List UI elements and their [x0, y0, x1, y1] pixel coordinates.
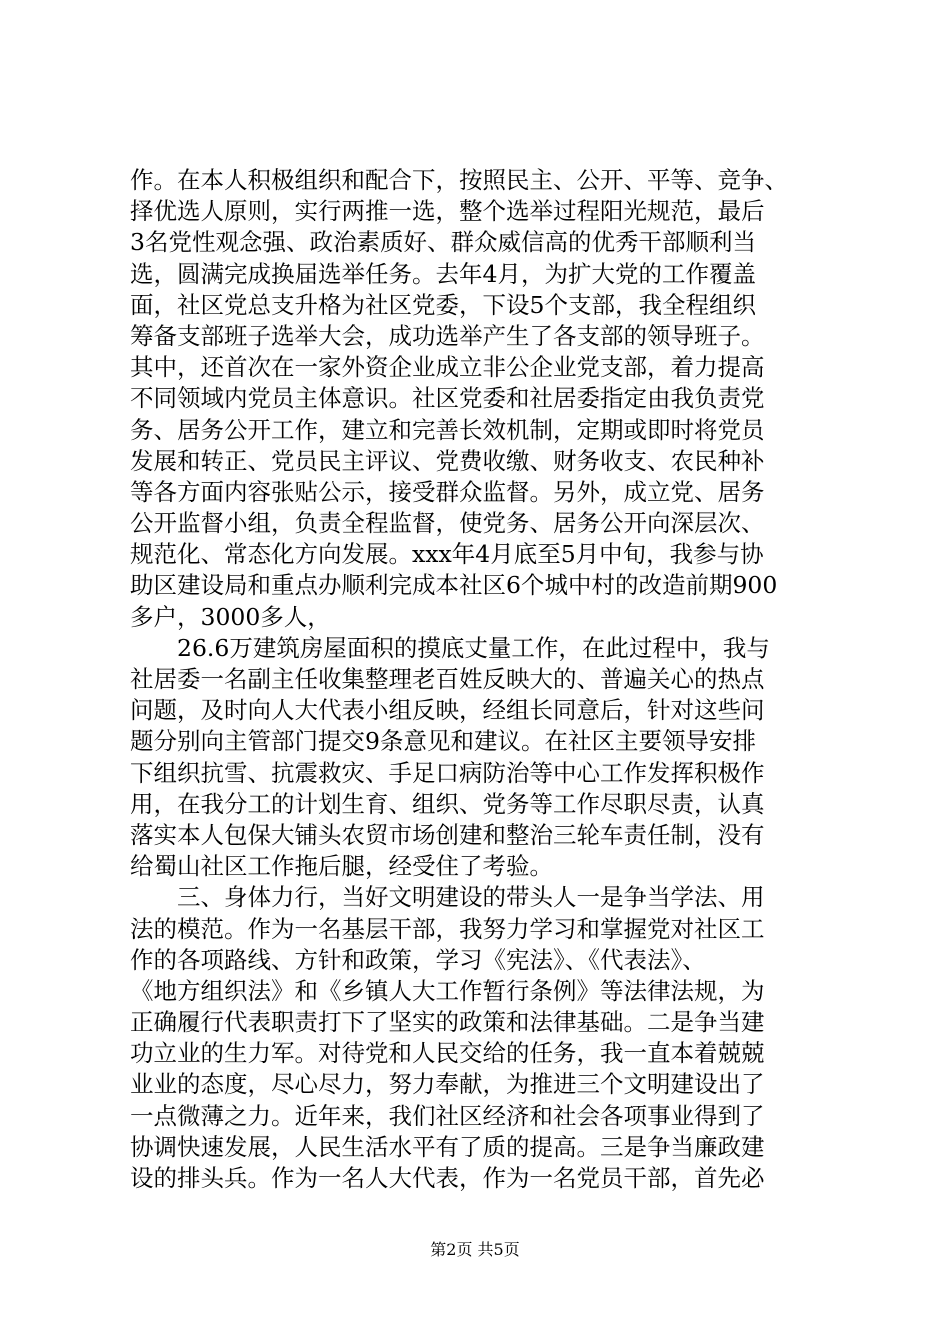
text-line: 正确履行代表职责打下了坚实的政策和法律基础。二是争当建 — [130, 1008, 765, 1037]
text-line: 用，在我分工的计划生育、组织、党务等工作尽职尽责，认真 — [130, 789, 765, 818]
text-line: 筹备支部班子选举大会，成功选举产生了各支部的领导班子。 — [130, 321, 765, 350]
text-line: 不同领域内党员主体意识。社区党委和社居委指定由我负责党 — [130, 384, 765, 413]
text-line: 协调快速发展，人民生活水平有了质的提高。三是争当廉政建 — [130, 1132, 765, 1161]
text-line: 发展和转正、党员民主评议、党费收缴、财务收支、农民种补 — [130, 446, 765, 475]
text-line: 选，圆满完成换届选举任务。去年4月，为扩大党的工作覆盖 — [130, 259, 756, 288]
text-line: 多户，3000多人， — [130, 602, 331, 631]
text-line: 助区建设局和重点办顺利完成本社区6个城中村的改造前期900 — [130, 571, 778, 600]
text-line: 社居委一名副主任收集整理老百姓反映大的、普遍关心的热点 — [130, 665, 765, 693]
text-line: 题分别向主管部门提交9条意见和建议。在社区主要领导安排 — [130, 727, 756, 756]
text-line: 问题，及时向人大代表小组反映，经组长同意后，针对这些问 — [130, 696, 765, 725]
page-footer: 第2页 共5页 — [430, 1240, 520, 1259]
text-line: 一点微薄之力。近年来，我们社区经济和社会各项事业得到了 — [130, 1101, 765, 1130]
text-line: 法的模范。作为一名基层干部，我努力学习和掌握党对社区工 — [130, 914, 765, 943]
text-line: 其中，还首次在一家外资企业成立非公企业党支部，着力提高 — [130, 353, 765, 382]
text-line: 业业的态度，尽心尽力，努力奉献，为推进三个文明建设出了 — [130, 1070, 765, 1099]
text-line: 公开监督小组，负责全程监督，使党务、居务公开向深层次、 — [130, 509, 765, 538]
text-line: 《地方组织法》和《乡镇人大工作暂行条例》等法律法规，为 — [130, 976, 765, 1005]
text-line: 等各方面内容张贴公示，接受群众监督。另外，成立党、居务 — [130, 477, 765, 506]
text-line: 规范化、常态化方向发展。xxx年4月底至5月中旬，我参与协 — [130, 540, 764, 569]
text-line: 3名党性观念强、政治素质好、群众威信高的优秀干部顺利当 — [130, 228, 756, 257]
text-line: 作。在本人积极组织和配合下，按照民主、公开、平等、竞争、 — [130, 166, 788, 194]
text-line: 面，社区党总支升格为社区党委，下设5个支部，我全程组织 — [130, 290, 756, 319]
text-line: 设的排头兵。作为一名人大代表，作为一名党员干部，首先必 — [130, 1164, 765, 1192]
text-line: 给蜀山社区工作拖后腿，经受住了考验。 — [130, 852, 553, 881]
text-line: 26.6万建筑房屋面积的摸底丈量工作，在此过程中，我与 — [130, 633, 770, 662]
text-line: 下组织抗雪、抗震救灾、手足口病防治等中心工作发挥积极作 — [130, 758, 765, 787]
text-line: 务、居务公开工作，建立和完善长效机制，定期或即时将党员 — [130, 415, 765, 444]
body-text — [130, 165, 830, 1194]
text-line: 功立业的生力军。对待党和人民交给的任务，我一直本着兢兢 — [130, 1039, 765, 1068]
text-line: 择优选人原则，实行两推一选，整个选举过程阳光规范，最后 — [130, 197, 765, 226]
text-line: 落实本人包保大铺头农贸市场创建和整治三轮车责任制，没有 — [130, 820, 765, 849]
text-line: 作的各项路线、方针和政策，学习《宪法》、《代表法》、 — [130, 945, 706, 974]
text-line: 三、身体力行，当好文明建设的带头人一是争当学法、用 — [130, 883, 765, 912]
